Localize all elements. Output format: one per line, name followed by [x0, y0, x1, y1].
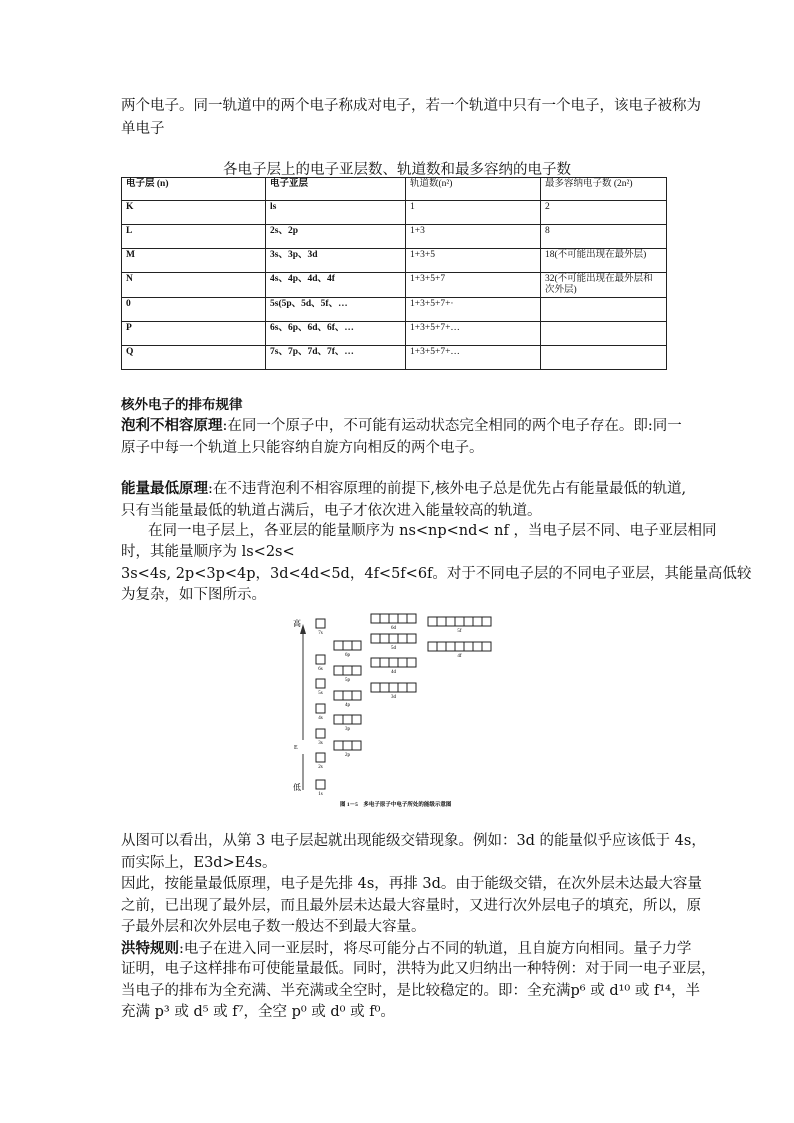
- cell: 1+3: [406, 225, 541, 249]
- cell: [541, 322, 667, 346]
- or: 或: [169, 1004, 194, 1020]
- header-max-electrons: 最多容纳电子数 (2n²): [541, 178, 667, 201]
- cell: Q: [122, 346, 266, 370]
- level-label: 6d: [391, 626, 396, 631]
- orbital-box: [343, 715, 352, 724]
- lowest-p2-line-2: 时，其能量顺序为 ls<2s<: [121, 544, 295, 560]
- level-label: 3p: [345, 727, 350, 732]
- header-subshell: 电子亚层: [266, 178, 406, 201]
- cell: K: [122, 201, 266, 225]
- level-label: 4d: [391, 670, 396, 675]
- cell: 5s(5p、5d、5f、…: [266, 298, 406, 322]
- cell: L: [122, 225, 266, 249]
- orbital-box: [334, 666, 343, 675]
- level-label: 5d: [391, 646, 396, 651]
- pauli-text-1: :在同一个原子中，不可能有运动状态完全相同的两个电子存在。即:同一: [222, 418, 682, 434]
- level-label: 4s: [318, 716, 323, 721]
- figure-caption: 图 1－5 多电子原子中电子所处的能级示意图: [340, 802, 452, 808]
- orbital-box: [464, 617, 473, 626]
- section-title: 核外电子的排布规律: [121, 397, 243, 413]
- after-line-3: 因此，按能量最低原理，电子是先排 4s，再排 3d。由于能级交错，在次外层未达最大容量: [121, 876, 702, 892]
- orbital-box: [352, 666, 361, 675]
- level-4f: [428, 642, 491, 659]
- level-label: 6p: [345, 653, 350, 658]
- orbital-box: [389, 614, 398, 623]
- p0: p⁰: [291, 1004, 307, 1020]
- intro-line-1: 两个电子。同一轨道中的两个电子称成对电子，若一个轨道中只有一个电子，该电子被称为: [121, 98, 701, 114]
- intro-line-2: 单电子: [121, 121, 165, 137]
- level-label: 3d: [391, 695, 396, 700]
- level-2s: [316, 753, 325, 770]
- f7: f⁷: [232, 1004, 244, 1020]
- hund-line-3: [121, 980, 700, 1003]
- level-3d: [371, 683, 416, 700]
- orbital-box: [398, 683, 407, 692]
- table-caption: 各电子层上的电子亚层数、轨道数和最多容纳的电子数: [223, 162, 571, 178]
- cell: [541, 298, 667, 322]
- half-full: 充满: [121, 1004, 155, 1020]
- orbital-box: [380, 634, 389, 643]
- level-1s: [316, 780, 325, 797]
- orbital-box: [316, 729, 325, 738]
- orbital-box: [343, 741, 352, 750]
- lowest-label: 能量最低原理: [121, 480, 208, 497]
- cell: M: [122, 249, 266, 273]
- level-label: 6s: [318, 667, 323, 672]
- d0: d⁰: [330, 1004, 346, 1020]
- energy-level-diagram: [280, 612, 505, 812]
- tail: ，半: [670, 983, 700, 999]
- orbital-box: [428, 617, 437, 626]
- hund-line-4: [121, 1001, 395, 1024]
- level-3p: [334, 715, 361, 732]
- period: 。: [380, 1004, 395, 1020]
- orbital-box: [446, 642, 455, 651]
- level-4p: [334, 691, 361, 708]
- or: 或: [630, 983, 654, 999]
- lowest-p2-line-3: 3s<4s, 2p<3p<4p，3d<4d<5d，4f<5f<6f。对于不同电子层的不同电子亚层，其能量高低较: [121, 566, 752, 582]
- level-label: 2p: [345, 753, 350, 758]
- level-label: 2s: [318, 765, 323, 770]
- p6: p⁶: [570, 983, 586, 999]
- table-row: [122, 273, 667, 298]
- cell: 7s、7p、7d、7f、…: [266, 346, 406, 370]
- cell: 1+3+5+7+…: [406, 346, 541, 370]
- electron-shell-table: [121, 177, 667, 370]
- orbital-box: [334, 741, 343, 750]
- hund-text-1: :电子在进入同一亚层时，将尽可能分占不同的轨道，且自旋方向相同。量子力学: [179, 941, 692, 957]
- level-5p: [334, 666, 361, 683]
- lowest-p2-line-1: 在同一电子层上，各亚层的能量顺序为 ns<np<nd< nf ，当电子层不同、电子亚层相同: [148, 523, 717, 539]
- orbital-box: [352, 741, 361, 750]
- orbital-box: [428, 642, 437, 651]
- orbital-box: [352, 641, 361, 650]
- f14: f¹⁴: [653, 983, 671, 999]
- d5: d⁵: [193, 1004, 209, 1020]
- orbital-box: [334, 715, 343, 724]
- p3: p³: [154, 1004, 170, 1020]
- level-label: 5f: [457, 629, 462, 634]
- after-line-2: 而实际上，E3d>E4s。: [121, 855, 277, 871]
- hund-line-3-text: 当电子的排布为全充满、半充满或全空时，是比较稳定的。即：全充满: [121, 983, 571, 999]
- cell: N: [122, 273, 266, 298]
- orbital-box: [316, 655, 325, 664]
- cell: 18(不可能出现在最外层): [541, 249, 667, 273]
- cell: 1+3+5: [406, 249, 541, 273]
- empty: ，全空: [243, 1004, 292, 1020]
- orbital-box: [352, 715, 361, 724]
- orbital-box: [371, 658, 380, 667]
- orbital-box: [380, 658, 389, 667]
- lowest-line-1: [121, 477, 686, 501]
- orbital-box: [380, 683, 389, 692]
- orbital-box: [316, 780, 325, 789]
- cell: ls: [266, 201, 406, 225]
- table-header-row: [122, 178, 667, 201]
- level-6d: [371, 614, 416, 631]
- lowest-p2-line-4: 为复杂，如下图所示。: [121, 587, 266, 603]
- hund-label: 洪特规则: [121, 940, 179, 957]
- orbital-box: [343, 641, 352, 650]
- cell: 1+3+5+7: [406, 273, 541, 298]
- after-line-5: 子最外层和次外层电子数一般达不到最大容量。: [121, 919, 426, 935]
- cell: 3s、3p、3d: [266, 249, 406, 273]
- pauli-line-2: 原子中每一个轨道上只能容纳自旋方向相反的两个电子。: [121, 440, 484, 456]
- orbital-box: [407, 634, 416, 643]
- orbital-box: [389, 634, 398, 643]
- table-row: [122, 322, 667, 346]
- cell: 2: [541, 201, 667, 225]
- orbital-box: [398, 614, 407, 623]
- level-label: 4p: [345, 703, 350, 708]
- cell: 6s、6p、6d、6f、…: [266, 322, 406, 346]
- orbital-box: [334, 691, 343, 700]
- cell: [541, 346, 667, 370]
- orbital-box: [473, 642, 482, 651]
- or: 或: [345, 1004, 370, 1020]
- level-label: 5s: [318, 691, 323, 696]
- orbital-box: [482, 617, 491, 626]
- orbital-box: [455, 617, 464, 626]
- orbital-box: [316, 704, 325, 713]
- orbital-box: [437, 617, 446, 626]
- orbital-box: [316, 619, 325, 628]
- orbital-box: [371, 614, 380, 623]
- cell: 32(不可能出现在最外层和次外层): [541, 273, 667, 298]
- orbital-box: [446, 617, 455, 626]
- orbital-box: [343, 691, 352, 700]
- cell: 1: [406, 201, 541, 225]
- level-7s: [316, 619, 325, 636]
- d10: d¹⁰: [609, 983, 631, 999]
- cell: 1+3+5+7+·: [406, 298, 541, 322]
- orbital-box: [482, 642, 491, 651]
- header-shell: 电子层 (n): [122, 178, 266, 201]
- pauli-label: 泡利不相容原理: [121, 417, 223, 434]
- level-label: 3s: [318, 741, 323, 746]
- level-label: 5p: [345, 678, 350, 683]
- level-3s: [316, 729, 325, 746]
- level-6s: [316, 655, 325, 672]
- level-4d: [371, 658, 416, 675]
- after-line-1: 从图可以看出，从第 3 电子层起就出现能级交错现象。例如：3d 的能量似乎应该低于 4s，: [121, 833, 706, 849]
- lowest-text-1: :在不违背泡利不相容原理的前提下,核外电子总是优先占有能量最低的轨道,: [208, 481, 687, 497]
- or: 或: [306, 1004, 331, 1020]
- orbital-box: [352, 691, 361, 700]
- table-row: [122, 346, 667, 370]
- cell: 4s、4p、4d、4f: [266, 273, 406, 298]
- table-row: [122, 225, 667, 249]
- orbital-box: [407, 683, 416, 692]
- level-label: 1s: [318, 792, 323, 797]
- label-high: 高: [293, 619, 301, 628]
- or: 或: [208, 1004, 233, 1020]
- level-5f: [428, 617, 491, 634]
- level-5d: [371, 634, 416, 651]
- orbital-box: [316, 753, 325, 762]
- orbital-box: [407, 658, 416, 667]
- orbital-box: [437, 642, 446, 651]
- orbital-box: [407, 614, 416, 623]
- header-orbitals: 轨道数(n²): [406, 178, 541, 201]
- orbital-box: [473, 617, 482, 626]
- orbital-box: [334, 641, 343, 650]
- orbital-box: [389, 683, 398, 692]
- orbital-box: [398, 658, 407, 667]
- cell: 1+3+5+7+…: [406, 322, 541, 346]
- cell: 2s、2p: [266, 225, 406, 249]
- cell: P: [122, 322, 266, 346]
- hund-line-2: 证明，电子这样排布可使能量最低。同时，洪特为此又归纳出一种特例：对于同一电子亚层，: [121, 961, 716, 977]
- after-line-4: 之前，已出现了最外层，而且最外层未达最大容量时，又进行次外层电子的填充，所以，原: [121, 898, 701, 914]
- orbital-box: [380, 614, 389, 623]
- table-row: [122, 201, 667, 225]
- orbital-box: [389, 658, 398, 667]
- lowest-line-2: 只有当能量最低的轨道占满后，电子才依次进入能量较高的轨道。: [121, 503, 542, 519]
- label-low: 低: [293, 783, 301, 792]
- label-e: E: [294, 745, 298, 751]
- pauli-line-1: [121, 414, 682, 438]
- orbital-box: [371, 634, 380, 643]
- orbital-box: [398, 634, 407, 643]
- orbital-box: [371, 683, 380, 692]
- level-4s: [316, 704, 325, 721]
- table-row: [122, 298, 667, 322]
- orbital-box: [455, 642, 464, 651]
- level-label: 7s: [318, 631, 323, 636]
- or: 或: [585, 983, 610, 999]
- level-label: 4f: [457, 654, 462, 659]
- orbital-box: [464, 642, 473, 651]
- cell: 0: [122, 298, 266, 322]
- cell: 8: [541, 225, 667, 249]
- orbital-box: [343, 666, 352, 675]
- orbital-box: [316, 679, 325, 688]
- table-row: [122, 249, 667, 273]
- f0: f⁰: [369, 1004, 381, 1020]
- level-2p: [334, 741, 361, 758]
- level-6p: [334, 641, 361, 658]
- level-5s: [316, 679, 325, 696]
